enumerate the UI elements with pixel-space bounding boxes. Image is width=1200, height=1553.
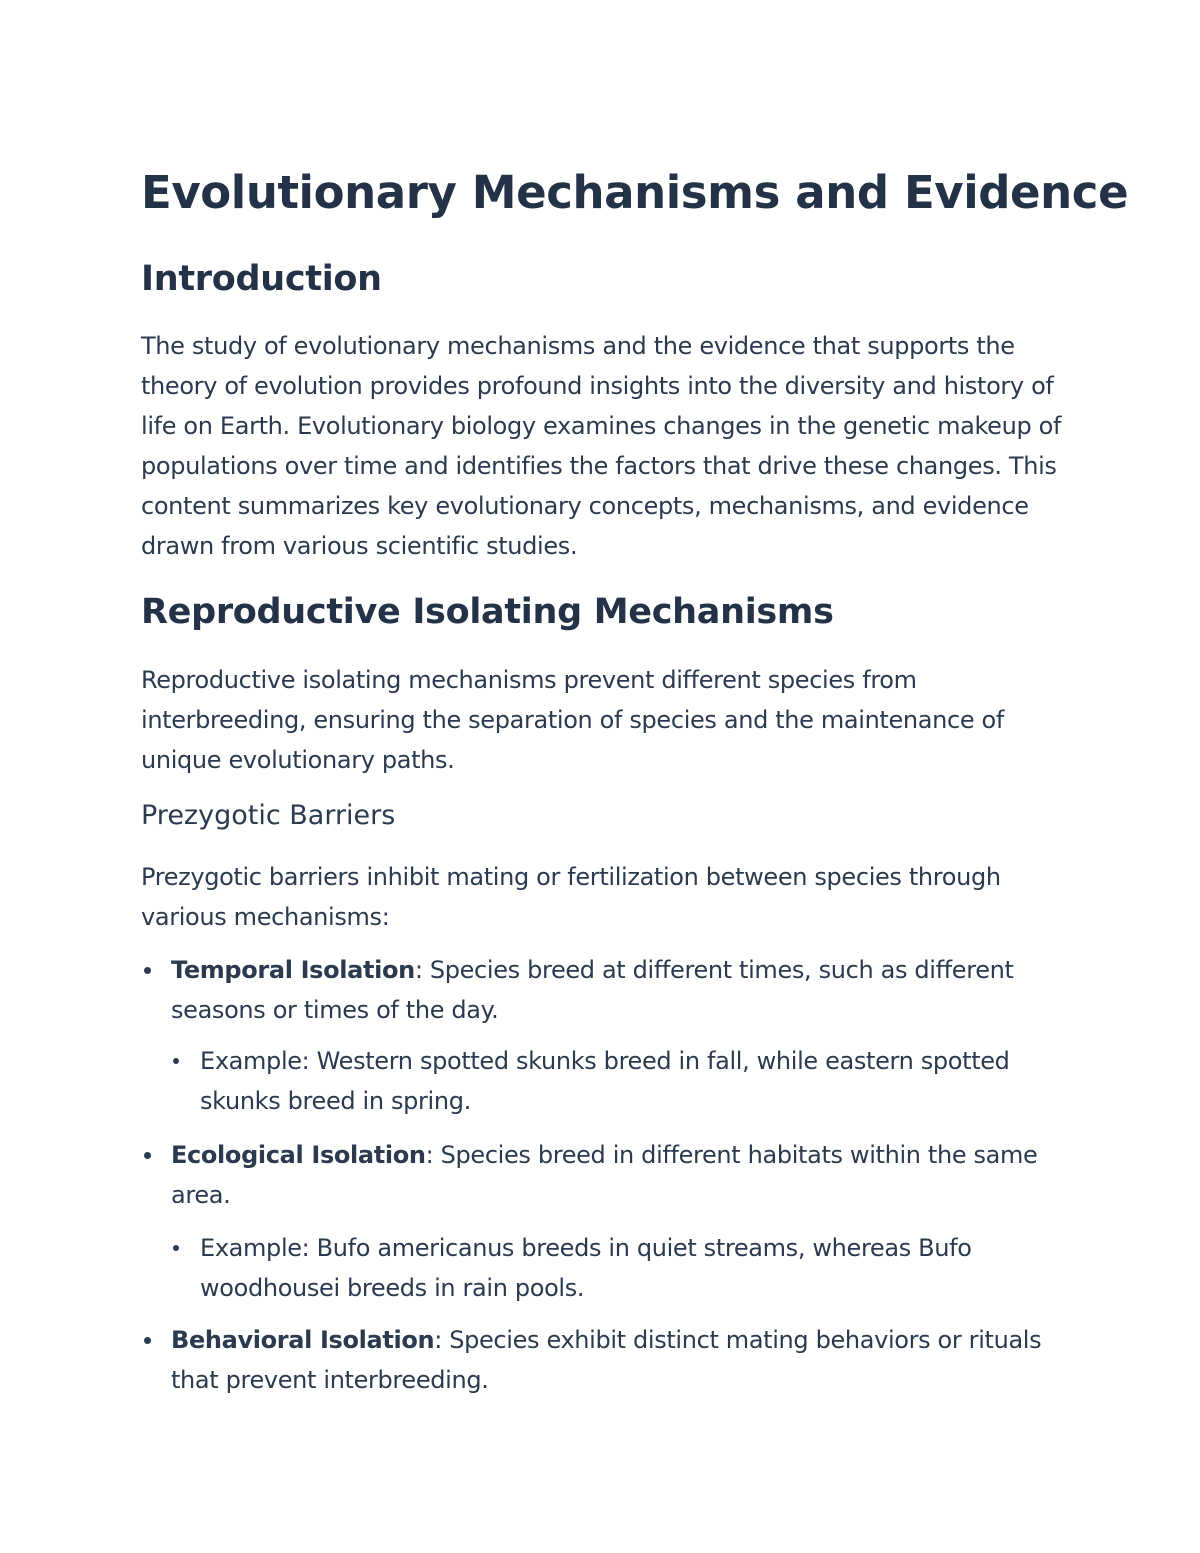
- list-item-example: [200, 1041, 1066, 1121]
- document-title: Evolutionary Mechanisms and Evidence: [141, 166, 1129, 219]
- list-item-ecological-isolation: [171, 1135, 1066, 1215]
- bullet-dot: [173, 1058, 179, 1064]
- list-item-temporal-isolation: [171, 950, 1066, 1030]
- subsection-heading-prezygotic: Prezygotic Barriers: [141, 800, 396, 831]
- list-item-term: Behavioral Isolation: [171, 1326, 435, 1354]
- bullet-dot: [173, 1245, 179, 1251]
- section-heading-isolating-mechanisms: Reproductive Isolating Mechanisms: [141, 592, 834, 632]
- list-item-term: Temporal Isolation: [171, 956, 415, 984]
- list-item-text: : Species breed in different habitats within the same area.: [171, 1141, 1038, 1209]
- list-item-text: : Species breed at different times, such as different seasons or times of the day.: [171, 956, 1014, 1024]
- list-item-text: Example: Bufo americanus breeds in quiet streams, whereas Bufo woodhousei breeds in rain pools.: [200, 1234, 972, 1302]
- list-item-text: : Species exhibit distinct mating behaviors or rituals that prevent interbreeding.: [171, 1326, 1042, 1394]
- bullet-dot: [144, 1152, 151, 1159]
- list-item-term: Ecological Isolation: [171, 1141, 426, 1169]
- list-item-behavioral-isolation: [171, 1320, 1066, 1400]
- list-item-text: Example: Western spotted skunks breed in fall, while eastern spotted skunks breed in spring.: [200, 1047, 1010, 1115]
- isolating-mechanisms-paragraph: Reproductive isolating mechanisms prevent different species from interbreeding, ensuring the separation of species and the maintenance of unique evolutionary paths.: [141, 666, 1004, 774]
- introduction-paragraph: The study of evolutionary mechanisms and the evidence that supports the theory of evolution provides profound insights into the diversity and history of life on Earth. Evolutionary biology examines changes in the genetic makeup of populations over time and identifies the factors that drive these changes. This content summarizes key evolutionary concepts, mechanisms, and evidence drawn from various scientific studies.: [141, 332, 1062, 560]
- list-item-example: [200, 1228, 1066, 1308]
- bullet-dot: [144, 967, 151, 974]
- section-heading-introduction: Introduction: [141, 259, 382, 299]
- prezygotic-paragraph: Prezygotic barriers inhibit mating or fertilization between species through various mechanisms:: [141, 863, 1001, 931]
- bullet-dot: [144, 1337, 151, 1344]
